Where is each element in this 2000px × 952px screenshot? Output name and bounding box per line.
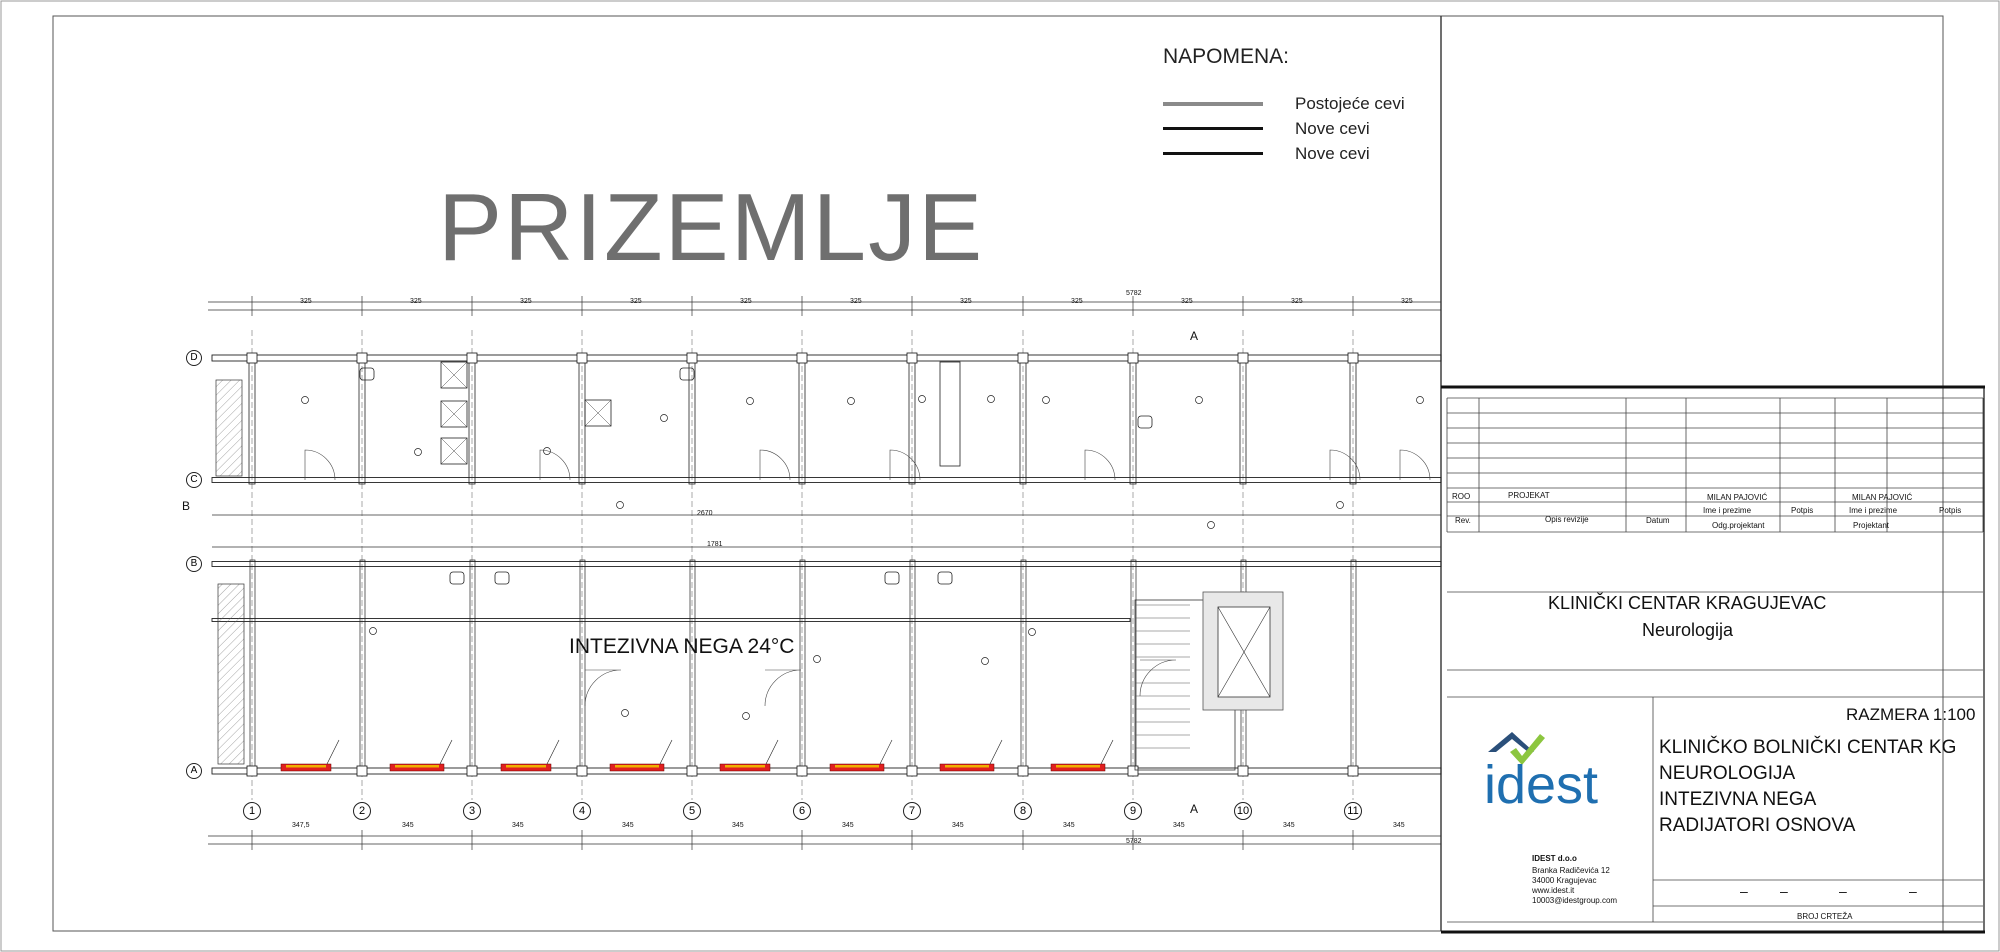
room-tag: [982, 658, 989, 665]
section-marker-a-top: A: [1190, 329, 1199, 343]
partition-wall: [579, 354, 585, 484]
notes-title: NAPOMENA:: [1163, 45, 1290, 68]
door-swing: [1400, 450, 1430, 480]
column: [907, 353, 917, 363]
dimension-label: 325: [520, 298, 532, 305]
header-rev: Rev.: [1455, 516, 1471, 525]
signature-dash: –: [1740, 883, 1748, 899]
company-web: www.idest.it: [1532, 886, 1575, 895]
floor-title: PRIZEMLJE: [438, 174, 985, 281]
radiator-core: [945, 765, 989, 768]
dimension-label: 325: [1401, 298, 1413, 305]
partition-wall: [1240, 354, 1246, 484]
designer-name: MILAN PAJOVIĆ: [1707, 493, 1768, 502]
door-swing: [890, 450, 920, 480]
column: [1128, 766, 1138, 776]
room-tag: [988, 396, 995, 403]
designer-name-2: MILAN PAJOVIĆ: [1852, 493, 1913, 502]
room-tag: [747, 398, 754, 405]
column: [797, 766, 807, 776]
column: [467, 353, 477, 363]
dimension-label: 345: [402, 822, 414, 829]
door-swing: [760, 450, 790, 480]
signature-dash: –: [1909, 883, 1917, 899]
legend-label: Nove cevi: [1295, 119, 1370, 138]
legend-line-gray: [1163, 102, 1263, 106]
axis-letter-marker: B: [186, 556, 202, 572]
radiator-leader: [327, 740, 339, 764]
radiator-leader: [1101, 740, 1113, 764]
partition-wall: [1130, 354, 1136, 484]
room-tag: [622, 710, 629, 717]
dimension-label: 325: [300, 298, 312, 305]
drawing-number-label: BROJ CRTEŽA: [1797, 912, 1853, 921]
partition-wall: [1021, 560, 1026, 775]
column: [1348, 766, 1358, 776]
dimension-label: 325: [1071, 298, 1083, 305]
drawing-scale: RAZMERA 1:100: [1846, 705, 1976, 724]
project-line: INTEZIVNA NEGA: [1659, 789, 1817, 810]
legend-item-new-pipes: [1163, 117, 1423, 137]
room-label-intensive-care: INTEZIVNA NEGA 24°C: [569, 635, 795, 658]
room-tag: [1196, 397, 1203, 404]
dimension-label: 345: [1283, 822, 1295, 829]
axis-number-marker: 7: [903, 802, 921, 820]
sink-fixture: [885, 572, 899, 584]
dimension-label: 347,5: [292, 822, 310, 829]
wall: [212, 355, 1441, 361]
rev-code: ROO: [1452, 492, 1471, 501]
radiator-core: [835, 765, 879, 768]
wall: [212, 478, 1441, 483]
partition-wall: [799, 354, 805, 484]
corridor-dimension: 2670: [697, 510, 713, 517]
column: [687, 353, 697, 363]
dimension-label: 325: [960, 298, 972, 305]
overall-dimension-top: 5782: [1126, 290, 1142, 297]
room-tag: [415, 449, 422, 456]
axis-number-marker: 4: [573, 802, 591, 820]
section-marker-a-bottom: A: [1190, 802, 1199, 816]
column: [907, 766, 917, 776]
axis-number-marker: 10: [1234, 802, 1252, 820]
company-logo-text: idest: [1484, 755, 1599, 815]
column: [357, 353, 367, 363]
company-city: 34000 Kragujevac: [1532, 876, 1597, 885]
dimension-label: 345: [732, 822, 744, 829]
axis-number-marker: 3: [463, 802, 481, 820]
dimension-label: 325: [850, 298, 862, 305]
axis-number-marker: 1: [243, 802, 261, 820]
client-department: Neurologija: [1642, 620, 1734, 640]
legend-label: Postojeće cevi: [1295, 94, 1405, 113]
room-tag: [617, 502, 624, 509]
partition-wall: [1351, 560, 1356, 775]
dimension-label: 325: [410, 298, 422, 305]
axis-number-marker: 9: [1124, 802, 1142, 820]
hatched-wall: [216, 380, 242, 476]
header-name-b: Ime i prezime: [1849, 506, 1898, 515]
column: [687, 766, 697, 776]
column: [247, 766, 257, 776]
header-name-a: Ime i prezime: [1703, 506, 1752, 515]
overall-dimension-bottom: 5782: [1126, 838, 1142, 845]
door-swing: [1085, 450, 1115, 480]
axis-letter-marker: A: [186, 763, 202, 779]
door-swing: [540, 450, 570, 480]
column: [1128, 353, 1138, 363]
column: [1238, 766, 1248, 776]
legend-item-new-pipes-2: [1163, 142, 1423, 162]
project-label: PROJEKAT: [1508, 491, 1550, 500]
column: [577, 766, 587, 776]
partition-wall: [580, 560, 585, 775]
dimension-label: 345: [512, 822, 524, 829]
dimension-label: 325: [1181, 298, 1193, 305]
room-tag: [1029, 629, 1036, 636]
door-swing: [1140, 660, 1176, 696]
partition-wall: [360, 560, 365, 775]
signature-dash: –: [1839, 883, 1847, 899]
partition-wall: [1350, 354, 1356, 484]
partition-wall: [910, 560, 915, 775]
room-tag: [1417, 397, 1424, 404]
header-date: Datum: [1646, 516, 1670, 525]
sink-fixture: [495, 572, 509, 584]
room-tag: [848, 398, 855, 405]
dimension-label: 325: [1291, 298, 1303, 305]
axis-number-marker: 8: [1014, 802, 1032, 820]
sink-fixture: [938, 572, 952, 584]
partition-wall: [690, 560, 695, 775]
axis-number-marker: 5: [683, 802, 701, 820]
partition-wall: [250, 560, 255, 775]
door-swing: [305, 450, 335, 480]
hatched-wall: [218, 584, 244, 764]
radiator-core: [395, 765, 439, 768]
wall: [212, 619, 1130, 622]
radiator-leader: [660, 740, 672, 764]
kitchen-counter: [940, 362, 960, 466]
dimension-label: 325: [740, 298, 752, 305]
radiator-core: [286, 765, 326, 768]
company-email: 10003@idestgroup.com: [1532, 896, 1618, 905]
radiator-leader: [880, 740, 892, 764]
room-tag: [1043, 397, 1050, 404]
radiator-core: [725, 765, 765, 768]
sink-fixture: [1138, 416, 1152, 428]
sink-fixture: [450, 572, 464, 584]
door-swing: [585, 670, 621, 706]
column: [797, 353, 807, 363]
room-tag: [1337, 502, 1344, 509]
header-sign-b: Potpis: [1939, 506, 1962, 515]
house-roof-icon: [1488, 732, 1534, 752]
legend-label: Nove cevi: [1295, 144, 1370, 163]
radiator-core: [615, 765, 659, 768]
radiator-core: [506, 765, 546, 768]
corridor-dimension: 1781: [707, 541, 723, 548]
room-tag: [661, 415, 668, 422]
dimension-label: 345: [622, 822, 634, 829]
room-tag: [302, 397, 309, 404]
project-line: RADIJATORI OSNOVA: [1659, 815, 1856, 836]
radiator-leader: [766, 740, 778, 764]
header-role-b: Projektant: [1853, 521, 1890, 530]
room-tag: [1208, 522, 1215, 529]
partition-wall: [909, 354, 915, 484]
dimension-label: 345: [1063, 822, 1075, 829]
radiator-core: [1056, 765, 1100, 768]
room-tag: [743, 713, 750, 720]
column: [467, 766, 477, 776]
wall: [212, 562, 1441, 567]
legend-line-black: [1163, 127, 1263, 130]
room-tag: [370, 628, 377, 635]
column: [357, 766, 367, 776]
plan-geometry: [208, 296, 1441, 850]
dimension-label: 345: [952, 822, 964, 829]
radiator-leader: [440, 740, 452, 764]
column: [1018, 766, 1028, 776]
header-desc: Opis revizije: [1545, 515, 1589, 524]
partition-wall: [800, 560, 805, 775]
column: [247, 353, 257, 363]
axis-letter-marker: C: [186, 472, 202, 488]
signature-dash: –: [1780, 883, 1788, 899]
project-line: NEUROLOGIJA: [1659, 763, 1796, 784]
column: [577, 353, 587, 363]
company-street: Branka Radičevića 12: [1532, 866, 1610, 875]
door-swing: [1330, 450, 1360, 480]
column: [1238, 353, 1248, 363]
column: [1348, 353, 1358, 363]
partition-wall: [469, 354, 475, 484]
partition-wall: [470, 560, 475, 775]
company-name: IDEST d.o.o: [1532, 854, 1577, 863]
dimension-label: 345: [842, 822, 854, 829]
radiator-leader: [547, 740, 559, 764]
header-role-a: Odg.projektant: [1712, 521, 1765, 530]
axis-number-marker: 2: [353, 802, 371, 820]
section-marker-b: B: [182, 499, 191, 513]
dimension-label: 345: [1173, 822, 1185, 829]
legend-line-black: [1163, 152, 1263, 155]
radiator-leader: [990, 740, 1002, 764]
room-tag: [919, 396, 926, 403]
partition-wall: [1020, 354, 1026, 484]
title-block-grid: [1447, 398, 1983, 922]
partition-wall: [249, 354, 255, 484]
room-tag: [814, 656, 821, 663]
column: [1018, 353, 1028, 363]
axis-number-marker: 11: [1344, 802, 1362, 820]
axis-letter-marker: D: [186, 350, 202, 366]
project-line: KLINIČKO BOLNIČKI CENTAR KG: [1659, 737, 1957, 758]
client-name: KLINIČKI CENTAR KRAGUJEVAC: [1548, 593, 1827, 613]
dimension-label: 345: [1393, 822, 1405, 829]
dimension-label: 325: [630, 298, 642, 305]
axis-number-marker: 6: [793, 802, 811, 820]
door-swing: [765, 670, 801, 706]
header-sign-a: Potpis: [1791, 506, 1814, 515]
legend-item-existing-pipes: [1163, 92, 1423, 112]
